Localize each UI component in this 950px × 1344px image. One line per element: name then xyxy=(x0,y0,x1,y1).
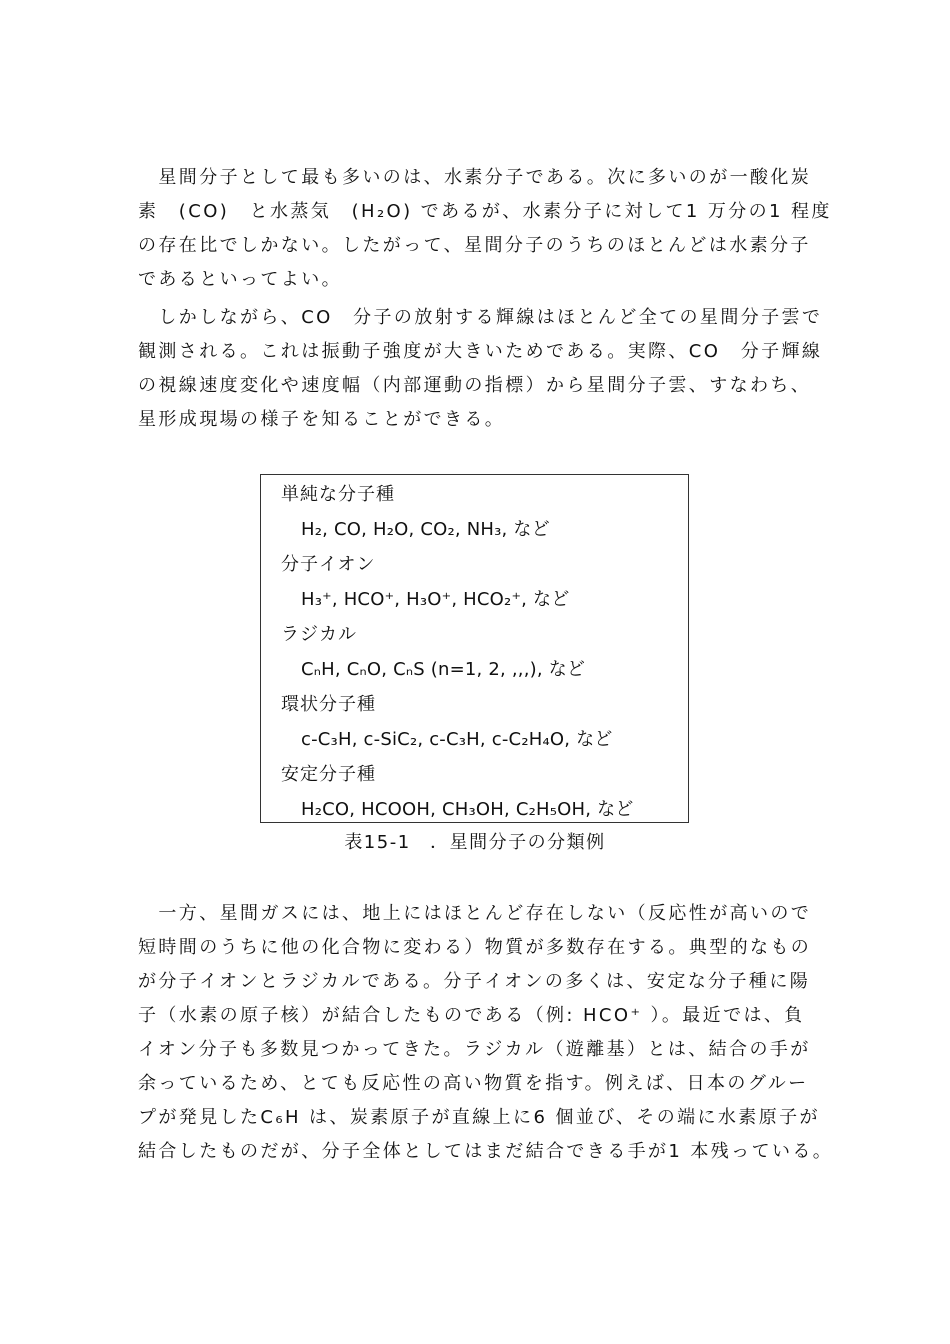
text-line: 星形成現場の様子を知ることができる。 xyxy=(138,409,506,430)
text-line: の視線速度変化や速度幅（内部運動の指標）から星間分子雲、すなわち、 xyxy=(138,375,812,396)
category-label-ions: 分子イオン xyxy=(281,554,376,575)
paragraph-2 xyxy=(138,301,828,437)
text-line: が分子イオンとラジカルである。分子イオンの多くは、安定な分子種に陽 xyxy=(138,971,811,992)
category-examples-ions: H₃⁺, HCO⁺, H₃O⁺, HCO₂⁺, など xyxy=(301,589,570,610)
category-label-simple: 単純な分子種 xyxy=(281,484,395,505)
text-line: 素 (CO) と水蒸気 (H₂O) であるが、水素分子に対して1 万分の1 程度 xyxy=(138,201,832,222)
text-line: 観測される。これは振動子強度が大きいためである。実際、CO 分子輝線 xyxy=(138,341,823,362)
category-examples-radicals: CₙH, CₙO, CₙS (n=1, 2, ,,,), など xyxy=(301,659,586,680)
text-line: プが発見したC₆H は、炭素原子が直線上に6 個並び、その端に水素原子が xyxy=(138,1107,820,1128)
text-line: であるといってよい。 xyxy=(138,269,342,290)
text-line: イオン分子も多数見つかってきた。ラジカル（遊離基）とは、結合の手が xyxy=(138,1039,811,1060)
category-label-stable: 安定分子種 xyxy=(281,764,376,785)
text-line: の存在比でしかない。したがって、星間分子のうちのほとんどは水素分子 xyxy=(138,235,811,256)
category-examples-simple: H₂, CO, H₂O, CO₂, NH₃, など xyxy=(301,519,550,540)
text-line: 星間分子として最も多いのは、水素分子である。次に多いのが一酸化炭 xyxy=(138,167,812,188)
text-line: 子（水素の原子核）が結合したものである（例: HCO⁺ ）。最近では、負 xyxy=(138,1005,805,1026)
category-examples-stable: H₂CO, HCOOH, CH₃OH, C₂H₅OH, など xyxy=(301,799,634,820)
text-line: 余っているため、とても反応性の高い物質を指す。例えば、日本のグルー xyxy=(138,1073,809,1094)
category-examples-cyclic: c-C₃H, c-SiC₂, c-C₃H, c-C₂H₄O, など xyxy=(301,729,613,750)
category-label-radicals: ラジカル xyxy=(281,624,357,645)
paragraph-1 xyxy=(138,161,832,297)
text-line: 結合したものだが、分子全体としてはまだ結合できる手が1 本残っている。 xyxy=(138,1141,834,1162)
paragraph-3 xyxy=(138,897,834,1169)
text-line: しかしながら、CO 分子の放射する輝線はほとんど全ての星間分子雲で xyxy=(138,307,823,328)
table-caption: 表15-1 ．星間分子の分類例 xyxy=(344,832,606,853)
molecule-classification-box xyxy=(260,474,689,823)
category-label-cyclic: 環状分子種 xyxy=(281,694,376,715)
text-line: 一方、星間ガスには、地上にはほとんど存在しない（反応性が高いので xyxy=(138,903,812,924)
text-line: 短時間のうちに他の化合物に変わる）物質が多数存在する。典型的なもの xyxy=(138,937,812,958)
